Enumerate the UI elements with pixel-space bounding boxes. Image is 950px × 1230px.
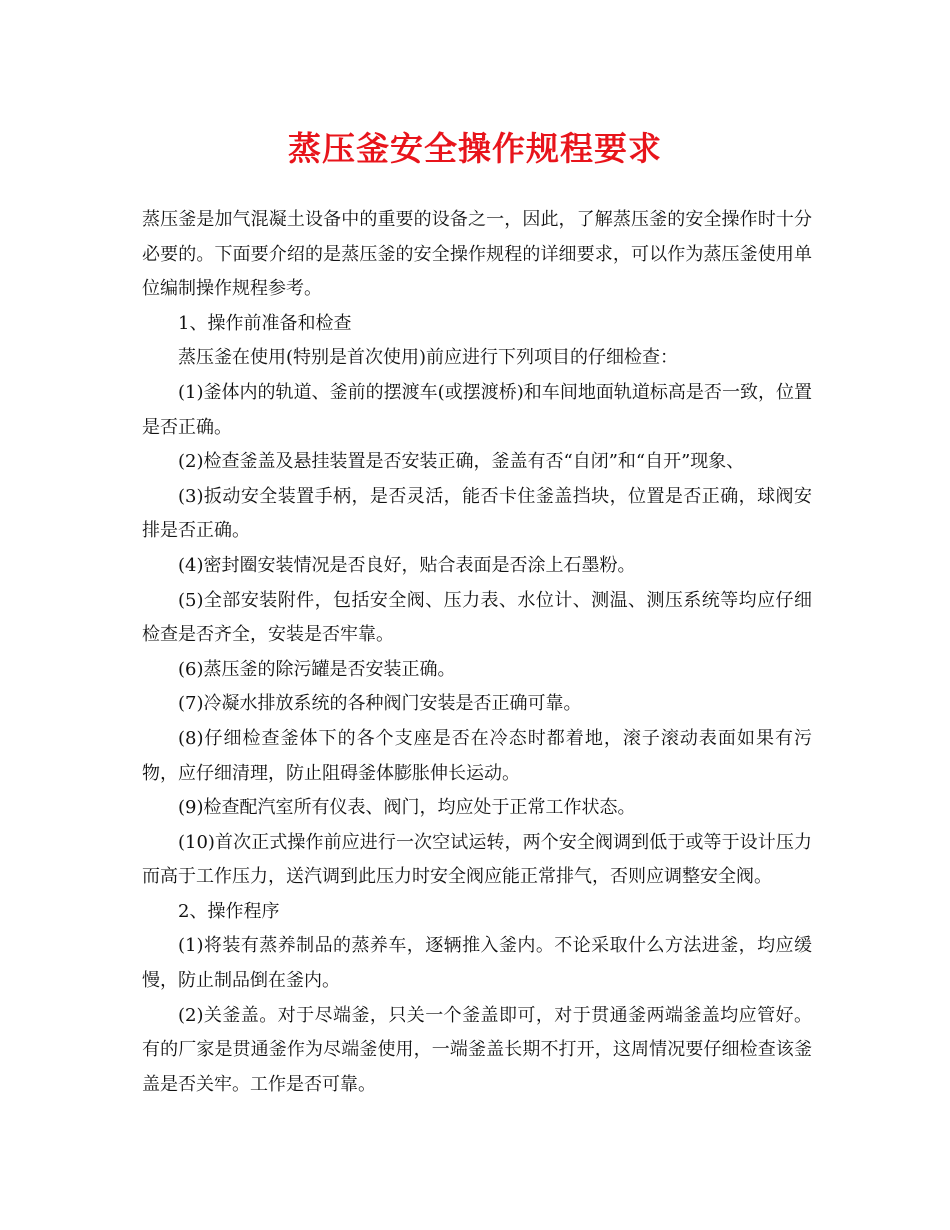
section-heading-1: 1、操作前准备和检查 (178, 312, 352, 334)
check-item-1: (1)釜体内的轨道、釜前的摆渡车(或摆渡桥)和车间地面轨道标高是否一致，位置是否正确。 (142, 381, 812, 438)
check-item-6: (6)蒸压釜的除污罐是否安装正确。 (178, 658, 456, 680)
intro-paragraph: 蒸压釜是加气混凝土设备中的重要的设备之一，因此，了解蒸压釜的安全操作时十分必要的。下面要介绍的是蒸压釜的安全操作规程的详细要求，可以作为蒸压釜使用单位编制操作规程参考。 (142, 209, 812, 300)
check-item-3: (3)扳动安全装置手柄，是否灵活，能否卡住釜盖挡块，位置是否正确，球阀安排是否正确。 (142, 485, 812, 542)
section-1-lead: 蒸压釜在使用(特别是首次使用)前应进行下列项目的仔细检查： (178, 347, 679, 369)
check-item-2: (2)检查釜盖及悬挂装置是否安装正确，釜盖有否“自闭”和“自开”现象、 (178, 451, 745, 473)
check-item-10: (10)首次正式操作前应进行一次空试运转，两个安全阀调到低于或等于设计压力而高于工作压力，送汽调到此压力时安全阀应能正常排气，否则应调整安全阀。 (142, 831, 812, 888)
procedure-item-2: (2)关釜盖。对于尽端釜，只关一个釜盖即可，对于贯通釜两端釜盖均应管好。有的厂家是贯通釜作为尽端釜使用，一端釜盖长期不打开，这周情况要仔细检查该釜盖是否关牢。工作是否可靠。 (142, 1004, 812, 1095)
section-heading-2: 2、操作程序 (178, 900, 280, 922)
check-item-9: (9)检查配汽室所有仪表、阀门，均应处于正常工作状态。 (178, 797, 636, 819)
check-item-5: (5)全部安装附件，包括安全阀、压力表、水位计、测温、测压系统等均应仔细检查是否齐全，安装是否牢靠。 (142, 589, 812, 646)
check-item-8: (8)仔细检查釜体下的各个支座是否在冷态时都着地，滚子滚动表面如果有污物，应仔细清理，防止阻碍釜体膨胀伸长运动。 (142, 727, 812, 784)
procedure-item-1: (1)将装有蒸养制品的蒸养车，逐辆推入釜内。不论采取什么方法进釜，均应缓慢，防止制品倒在釜内。 (142, 935, 812, 992)
document-title: 蒸压釜安全操作规程要求 (288, 129, 662, 168)
check-item-7: (7)冷凝水排放系统的各种阀门安装是否正确可靠。 (178, 693, 582, 715)
document-body (142, 203, 812, 1102)
check-item-4: (4)密封圈安装情况是否良好，贴合表面是否涂上石墨粉。 (178, 554, 636, 576)
